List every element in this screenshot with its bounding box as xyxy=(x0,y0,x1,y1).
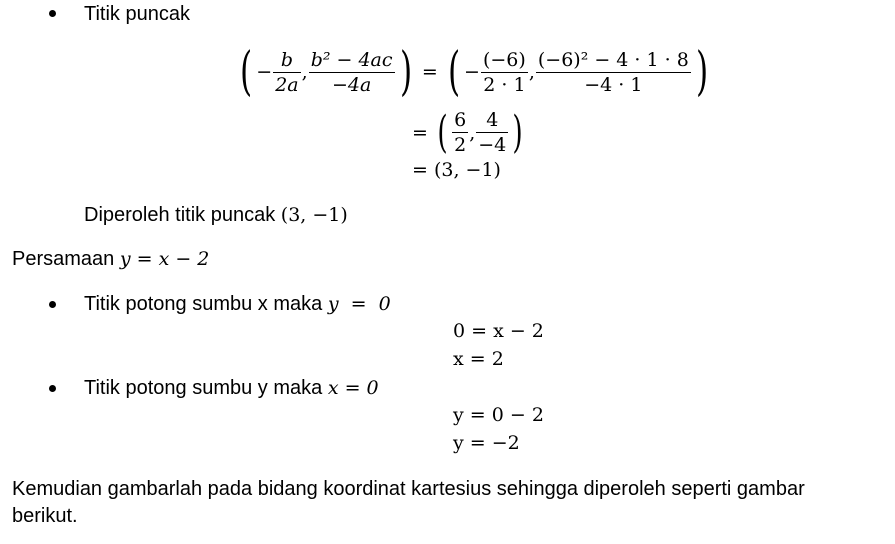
fraction-denominator: 2a xyxy=(275,73,299,96)
bullet-dot-1 xyxy=(49,10,56,17)
vertex-formula-line xyxy=(236,42,712,102)
fraction-denominator: −4 · 1 xyxy=(584,73,643,96)
comma: , xyxy=(469,121,476,144)
fraction-numerator: b xyxy=(280,48,294,71)
vertex-result-value: (3, −1) xyxy=(280,204,348,226)
fraction-4-over-neg4 xyxy=(476,108,508,157)
fraction-denominator: 2 · 1 xyxy=(483,73,526,96)
fraction-numerator: 6 xyxy=(454,109,467,131)
equation-value: y = x − 2 xyxy=(119,248,210,270)
paren-close: ) xyxy=(512,106,523,158)
vertex-step-3: = (3, −1) xyxy=(412,159,501,181)
equals-sign: = xyxy=(412,121,428,144)
comma: , xyxy=(301,61,308,83)
fraction-denominator: −4a xyxy=(331,73,372,96)
x-intercept-text: Titik potong sumbu x maka xyxy=(84,293,323,315)
fraction-6-over-2 xyxy=(452,108,468,157)
neg-sign: − xyxy=(464,61,480,83)
x-intercept-step-1: 0 = x − 2 xyxy=(453,320,544,342)
neg-sign: − xyxy=(256,61,273,83)
paren-open: ( xyxy=(447,42,460,102)
line-equation xyxy=(12,247,209,271)
fraction-denominator: 2 xyxy=(454,134,467,156)
closing-line-1: Kemudian gambarlah pada bidang koordinat kartesius sehingga diperoleh seperti gambar xyxy=(12,478,805,500)
x-intercept-step-2: x = 2 xyxy=(453,348,504,370)
vertex-result-text: Diperoleh titik puncak xyxy=(84,204,276,226)
vertex-bullet-label: Titik puncak xyxy=(84,3,190,25)
fraction-x-vertex xyxy=(481,48,528,97)
closing-line-2: berikut. xyxy=(12,505,78,527)
y-intercept-text: Titik potong sumbu y maka xyxy=(84,377,323,399)
fraction-numerator: 4 xyxy=(486,109,499,131)
vertex-result xyxy=(84,203,348,227)
bullet-dot-3 xyxy=(49,385,56,392)
paren-close: ) xyxy=(399,42,412,102)
paren-open: ( xyxy=(437,106,448,158)
y-intercept-step-2: y = −2 xyxy=(453,432,520,454)
paren-close: ) xyxy=(695,42,709,102)
x-intercept-label xyxy=(84,292,391,316)
fraction-numerator: (−6)² − 4 · 1 · 8 xyxy=(537,48,689,71)
equals-sign: = xyxy=(421,61,438,83)
equation-label: Persamaan xyxy=(12,248,115,270)
fraction-denominator: −4 xyxy=(478,134,507,156)
fraction-y-vertex xyxy=(536,48,691,97)
vertex-step-2 xyxy=(412,108,526,157)
paren-open: ( xyxy=(240,42,253,102)
fraction-b-over-2a xyxy=(273,48,300,97)
y-intercept-label xyxy=(84,376,379,400)
x-intercept-condition: y = 0 xyxy=(327,293,391,315)
y-intercept-step-1: y = 0 − 2 xyxy=(453,404,544,426)
fraction-discriminant xyxy=(309,48,395,97)
comma: , xyxy=(528,61,535,83)
bullet-dot-2 xyxy=(49,301,56,308)
y-intercept-condition: x = 0 xyxy=(327,377,379,399)
fraction-numerator: (−6) xyxy=(482,48,526,71)
fraction-numerator: b² − 4ac xyxy=(310,48,393,71)
